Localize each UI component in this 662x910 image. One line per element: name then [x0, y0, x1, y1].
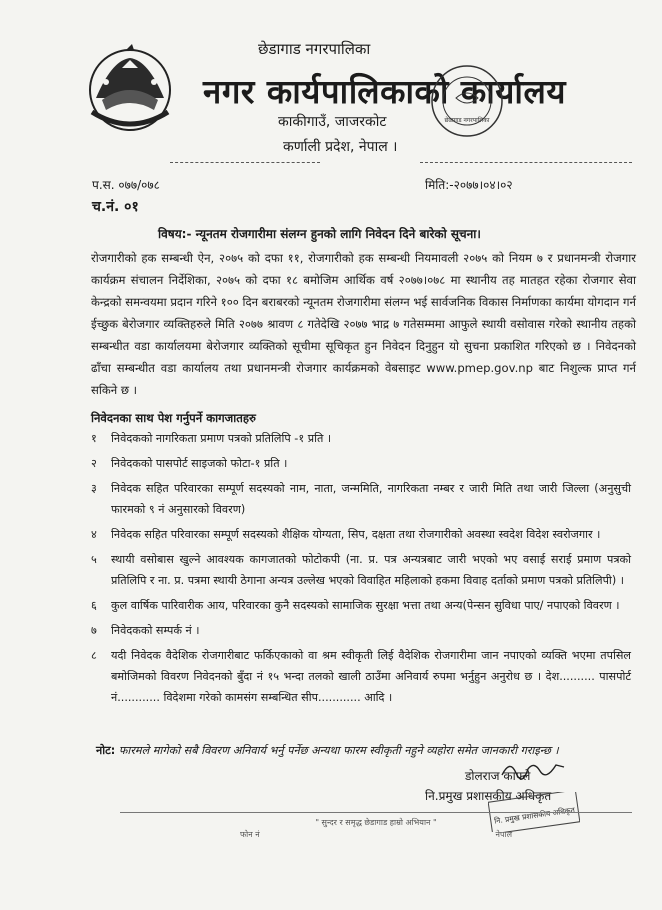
- signatory-name: डोलराज काफ्ले: [465, 769, 531, 783]
- item-number: ६: [91, 599, 97, 612]
- item-number: १: [91, 432, 97, 445]
- item-text: कुल वार्षिक पारिवारीक आय, परिवारका कुनै सदस्यको सामाजिक सुरक्षा भत्ता तथा अन्य(पेन्सन सुविधा पाए/ नपाएको विवरण ।: [111, 599, 620, 612]
- item-text: यदी निवेदक वैदेशिक रोजगारीबाट फर्किएकाको वा श्रम स्वीकृती लिई वैदेशिक रोजगारीमा जान नपाएको व्यक्ति भएमा तपसिल बमोजिमको विवरण निवेदनको बुँदा नं १५ भन्दा तलको खाली ठाउँमा अनिवार्य रुपमा भर्नुहुन अनुरोध छ । देश.......... पासपोर्ट नं............ विदेशमा गरेको कामसंग सम्बन्धित सीप............ आदि ।: [111, 649, 631, 704]
- footer-slogan: " सुन्दर र समृद्ध छेडागाड हाम्रो अभियान ": [315, 818, 437, 827]
- stamp-text: छेडागाड नगरपालिका: [444, 117, 490, 124]
- note-text: फारमले मागेको सबै विवरण अनिवार्य भर्नु पर्नेछ अन्यथा फारम स्वीकृती नहुने व्यहोरा समेत जानकारी गराइन्छ ।: [118, 744, 559, 757]
- documents-heading: निवेदनका साथ पेश गर्नुपर्ने कागजातहरु: [91, 411, 256, 425]
- item-number: ७: [91, 624, 97, 637]
- list-item: [91, 428, 631, 449]
- item-text: निवेदकको पासपोर्ट साइजको फोटा-१ प्रति ।: [111, 457, 288, 470]
- nepal-emblem-icon: [82, 40, 178, 136]
- notice-subject: विषय:- न्यूनतम रोजगारीमा संलग्न हुनको लागि निवेदन दिने बारेको सूचना।: [158, 227, 481, 241]
- office-address: काकीगाउँ, जाजरकोट: [278, 114, 387, 130]
- item-number: ८: [91, 649, 97, 662]
- office-stamp-icon: [428, 62, 506, 140]
- list-item: [91, 595, 631, 616]
- dispatch-number: च.नं. ०१: [92, 199, 139, 215]
- office-province: कर्णाली प्रदेश, नेपाल ।: [283, 139, 398, 155]
- item-text: निवेदक सहित परिवारका सम्पूर्ण सदस्यको नाम, नाता, जन्ममिति, नागरिकता नम्बर र जारी मिति तथा जारी जिल्ला (अनुसुची फारमको ९ नं अनुसारको विवरण): [111, 482, 631, 516]
- note-label: नोट:: [96, 744, 116, 757]
- stamp-title-text: नि. प्रमुख प्रशासकीय अधिकृत: [493, 805, 576, 826]
- office-title: नगर कार्यपालिकाको कार्यालय: [203, 72, 566, 111]
- item-text: निवेदक सहित परिवारका सम्पूर्ण सदस्यको शैक्षिक योग्यता, सिप, दक्षता तथा रोजगारीको अवस्था स्वदेश विदेश स्वरोजगार ।: [111, 528, 601, 541]
- item-number: ५: [91, 553, 97, 566]
- footer-country: नेपाल: [495, 830, 512, 839]
- list-item: [91, 524, 631, 545]
- documents-list: [91, 428, 631, 712]
- item-number: ४: [91, 528, 97, 541]
- municipality-name: छेडागाड नगरपालिका: [258, 40, 371, 58]
- header-divider-right: [420, 162, 632, 163]
- item-number: ३: [91, 482, 97, 495]
- item-text: निवेदकको सम्पर्क नं ।: [111, 624, 200, 637]
- item-text: स्थायी वसोबास खुल्ने आवश्यक कागजातको फोटोकपी (ना. प्र. पत्र अन्यत्रबाट जारी भएको भए वसाई सराई प्रमाण पत्रको प्रतिलिपि र ना. प्र. पत्रमा स्थायी ठेगाना अन्यत्र उल्लेख भएको विवाहित महिलाको हकमा विवाह दर्ताको प्रमाण पत्रको प्रतिलिपी) ।: [111, 553, 631, 587]
- letter-date: मिति:-२०७७।०४।०२: [425, 178, 513, 192]
- list-item: [91, 549, 631, 591]
- notice-body: रोजगारीको हक सम्बन्धी ऐन, २०७५ को दफा ११, रोजगारीको हक सम्बन्धी नियमावली २०७५ को नियम ७ र प्रधानमन्त्री रोजगार कार्यक्रम संचालन निर्देशिका, २०७५ को दफा १८ बमोजिम आर्थिक वर्ष २०७७।०७८ मा स्थानीय तह मातहत रहेका रोजगार सेवा केन्द्रको समन्वयमा प्रदान गरिने १०० दिन बराबरको न्यूनतम रोजगारीमा संलग्न भई सार्वजनिक विकास निर्माणका कार्यमा योगदान गर्न ईच्छुक बेरोजगार व्यक्तिहरुले मिति २०७७ श्रावण ८ गतेदेखि २०७७ भाद्र ७ गतेसम्ममा आफुले स्थायी वसोवास गरेको स्थानीय तहको सम्बन्धीत वडा कार्यालयमा बेरोजगार व्यक्तिको सूचीमा सूचिकृत हुन निवेदन दिनुहुन यो सुचना प्रकाशित गरिएको छ । निवेदनको ढाँचा सम्बन्धीत वडा कार्यालय तथा प्रधानमन्त्री रोजगार कार्यक्रमको वेबसाइट www.pmep.gov.np बाट निशुल्क प्राप्त गर्न सकिने छ ।: [91, 251, 636, 397]
- letterhead-footer: [120, 812, 632, 841]
- item-number: २: [91, 457, 97, 470]
- list-item: [91, 478, 631, 520]
- list-item: [91, 645, 631, 708]
- footer-contact: [120, 829, 632, 841]
- list-item: [91, 453, 631, 474]
- list-item: [91, 620, 631, 641]
- footer-phone: फोन नं: [240, 830, 260, 839]
- fiscal-year: प.स. ०७७/०७८: [92, 178, 160, 192]
- item-text: निवेदकको नागरिकता प्रमाण पत्रको प्रतिलिपि -१ प्रति ।: [111, 432, 332, 445]
- footer-rule: [120, 812, 632, 813]
- header-divider-left: [170, 162, 320, 163]
- signatory-title: नि.प्रमुख प्रशासकीय अधिकृत: [425, 789, 552, 803]
